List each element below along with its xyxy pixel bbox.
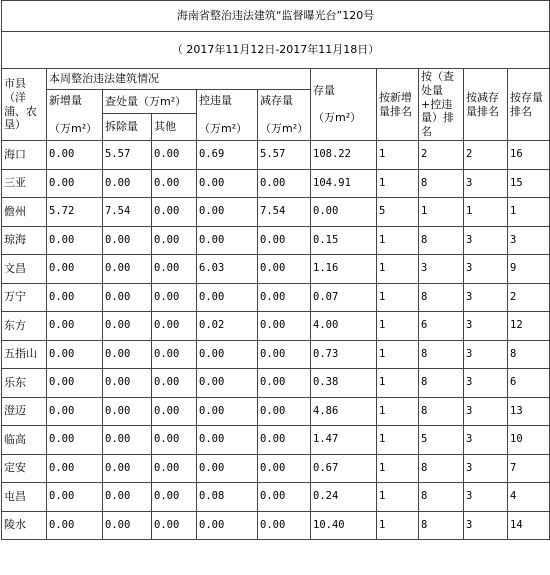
cell-rank-reduced: 3 xyxy=(464,283,508,312)
cell-reduced: 0.00 xyxy=(258,283,311,312)
header-controlled-label: 控违量 xyxy=(199,94,232,108)
cell-city: 三亚 xyxy=(2,169,47,198)
cell-rank-stock: 1 xyxy=(508,198,550,227)
cell-controlled: 0.00 xyxy=(197,340,258,369)
cell-rank-stock: 2 xyxy=(508,283,550,312)
cell-rank-reduced: 2 xyxy=(464,141,508,170)
cell-rank-reduced: 3 xyxy=(464,426,508,455)
cell-controlled: 0.00 xyxy=(197,454,258,483)
table-row xyxy=(2,483,550,512)
cell-new: 0.00 xyxy=(47,169,103,198)
cell-reduced: 0.00 xyxy=(258,483,311,512)
cell-rank-new: 1 xyxy=(377,369,419,398)
cell-other: 0.00 xyxy=(152,483,197,512)
cell-city: 五指山 xyxy=(2,340,47,369)
cell-other: 0.00 xyxy=(152,426,197,455)
table-row xyxy=(2,226,550,255)
cell-new: 0.00 xyxy=(47,283,103,312)
cell-city: 琼海 xyxy=(2,226,47,255)
cell-rank-handled: 8 xyxy=(419,283,464,312)
header-rank-reduced: 按减存量排名 xyxy=(464,69,508,141)
cell-controlled: 0.00 xyxy=(197,511,258,540)
cell-rank-stock: 13 xyxy=(508,397,550,426)
cell-controlled: 0.02 xyxy=(197,312,258,341)
cell-reduced: 5.57 xyxy=(258,141,311,170)
cell-rank-reduced: 3 xyxy=(464,312,508,341)
cell-controlled: 0.69 xyxy=(197,141,258,170)
date-range: （ 2017年11月12日-2017年11月18日） xyxy=(2,32,550,69)
cell-rank-stock: 16 xyxy=(508,141,550,170)
table-row xyxy=(2,198,550,227)
cell-stock: 0.38 xyxy=(311,369,377,398)
cell-stock: 108.22 xyxy=(311,141,377,170)
cell-stock: 0.67 xyxy=(311,454,377,483)
cell-demolished: 0.00 xyxy=(103,483,152,512)
cell-city: 澄迈 xyxy=(2,397,47,426)
cell-reduced: 0.00 xyxy=(258,511,311,540)
cell-rank-handled: 2 xyxy=(419,141,464,170)
cell-rank-stock: 15 xyxy=(508,169,550,198)
cell-reduced: 0.00 xyxy=(258,255,311,284)
cell-rank-stock: 8 xyxy=(508,340,550,369)
header-rank-stock: 按存量排名 xyxy=(508,69,550,141)
cell-new: 0.00 xyxy=(47,426,103,455)
header-controlled xyxy=(197,90,258,141)
cell-rank-new: 1 xyxy=(377,340,419,369)
cell-controlled: 0.00 xyxy=(197,198,258,227)
statistics-table xyxy=(1,0,550,540)
header-new-increase-label: 新增量 xyxy=(49,94,82,108)
cell-rank-reduced: 3 xyxy=(464,454,508,483)
cell-reduced: 0.00 xyxy=(258,454,311,483)
header-stock-label: 存量 xyxy=(313,83,335,97)
table-row xyxy=(2,340,550,369)
table-row xyxy=(2,511,550,540)
header-rank-handled: 按（查处量+控违量）排名 xyxy=(419,69,464,141)
cell-rank-reduced: 3 xyxy=(464,369,508,398)
cell-rank-new: 1 xyxy=(377,397,419,426)
cell-reduced: 0.00 xyxy=(258,226,311,255)
cell-controlled: 0.00 xyxy=(197,226,258,255)
cell-rank-stock: 7 xyxy=(508,454,550,483)
cell-new: 0.00 xyxy=(47,312,103,341)
cell-other: 0.00 xyxy=(152,511,197,540)
cell-demolished: 0.00 xyxy=(103,169,152,198)
cell-stock: 104.91 xyxy=(311,169,377,198)
cell-demolished: 0.00 xyxy=(103,397,152,426)
cell-demolished: 0.00 xyxy=(103,511,152,540)
cell-demolished: 0.00 xyxy=(103,426,152,455)
cell-new: 0.00 xyxy=(47,454,103,483)
cell-rank-new: 1 xyxy=(377,255,419,284)
header-stock-unit: （万m²） xyxy=(313,111,362,125)
cell-rank-stock: 4 xyxy=(508,483,550,512)
table-row xyxy=(2,397,550,426)
cell-rank-reduced: 1 xyxy=(464,198,508,227)
cell-reduced: 0.00 xyxy=(258,397,311,426)
cell-city: 乐东 xyxy=(2,369,47,398)
cell-stock: 0.00 xyxy=(311,198,377,227)
cell-new: 5.72 xyxy=(47,198,103,227)
cell-reduced: 0.00 xyxy=(258,169,311,198)
cell-demolished: 0.00 xyxy=(103,454,152,483)
cell-rank-reduced: 3 xyxy=(464,226,508,255)
cell-other: 0.00 xyxy=(152,198,197,227)
cell-other: 0.00 xyxy=(152,454,197,483)
cell-stock: 0.15 xyxy=(311,226,377,255)
cell-city: 海口 xyxy=(2,141,47,170)
cell-stock: 0.24 xyxy=(311,483,377,512)
cell-new: 0.00 xyxy=(47,483,103,512)
cell-demolished: 7.54 xyxy=(103,198,152,227)
cell-stock: 10.40 xyxy=(311,511,377,540)
header-reduced-stock-label: 减存量 xyxy=(260,94,293,108)
cell-controlled: 0.00 xyxy=(197,169,258,198)
header-demolished: 拆除量 xyxy=(103,114,152,141)
cell-new: 0.00 xyxy=(47,255,103,284)
cell-other: 0.00 xyxy=(152,340,197,369)
cell-rank-handled: 5 xyxy=(419,426,464,455)
cell-rank-reduced: 3 xyxy=(464,511,508,540)
cell-other: 0.00 xyxy=(152,369,197,398)
cell-demolished: 0.00 xyxy=(103,283,152,312)
cell-other: 0.00 xyxy=(152,397,197,426)
cell-stock: 4.86 xyxy=(311,397,377,426)
cell-rank-reduced: 3 xyxy=(464,397,508,426)
cell-other: 0.00 xyxy=(152,255,197,284)
cell-rank-handled: 8 xyxy=(419,454,464,483)
cell-reduced: 0.00 xyxy=(258,369,311,398)
cell-other: 0.00 xyxy=(152,226,197,255)
cell-rank-stock: 3 xyxy=(508,226,550,255)
table-row xyxy=(2,255,550,284)
cell-rank-stock: 10 xyxy=(508,426,550,455)
cell-rank-new: 5 xyxy=(377,198,419,227)
header-reduced-stock xyxy=(258,90,311,141)
table-row xyxy=(2,454,550,483)
cell-reduced: 7.54 xyxy=(258,198,311,227)
cell-other: 0.00 xyxy=(152,312,197,341)
cell-rank-stock: 14 xyxy=(508,511,550,540)
cell-other: 0.00 xyxy=(152,283,197,312)
cell-rank-handled: 8 xyxy=(419,483,464,512)
cell-rank-reduced: 3 xyxy=(464,255,508,284)
cell-stock: 0.07 xyxy=(311,283,377,312)
table-row xyxy=(2,141,550,170)
cell-controlled: 6.03 xyxy=(197,255,258,284)
header-rank-new: 按新增量排名 xyxy=(377,69,419,141)
header-city: 市县（洋浦、农垦） xyxy=(2,69,47,141)
cell-new: 0.00 xyxy=(47,397,103,426)
cell-new: 0.00 xyxy=(47,511,103,540)
cell-rank-handled: 8 xyxy=(419,397,464,426)
cell-demolished: 0.00 xyxy=(103,340,152,369)
cell-city: 东方 xyxy=(2,312,47,341)
cell-other: 0.00 xyxy=(152,141,197,170)
cell-demolished: 5.57 xyxy=(103,141,152,170)
table-row xyxy=(2,283,550,312)
cell-city: 屯昌 xyxy=(2,483,47,512)
cell-new: 0.00 xyxy=(47,369,103,398)
cell-new: 0.00 xyxy=(47,340,103,369)
cell-rank-stock: 6 xyxy=(508,369,550,398)
cell-controlled: 0.00 xyxy=(197,369,258,398)
cell-city: 临高 xyxy=(2,426,47,455)
header-other: 其他 xyxy=(152,114,197,141)
cell-rank-handled: 3 xyxy=(419,255,464,284)
header-handled: 查处量（万m²） xyxy=(103,90,197,114)
cell-city: 文昌 xyxy=(2,255,47,284)
cell-rank-handled: 8 xyxy=(419,511,464,540)
cell-other: 0.00 xyxy=(152,169,197,198)
cell-demolished: 0.00 xyxy=(103,369,152,398)
cell-rank-new: 1 xyxy=(377,312,419,341)
cell-new: 0.00 xyxy=(47,141,103,170)
cell-rank-reduced: 3 xyxy=(464,340,508,369)
cell-controlled: 0.00 xyxy=(197,426,258,455)
cell-rank-handled: 8 xyxy=(419,226,464,255)
cell-reduced: 0.00 xyxy=(258,426,311,455)
header-stock xyxy=(311,69,377,141)
cell-demolished: 0.00 xyxy=(103,255,152,284)
cell-city: 定安 xyxy=(2,454,47,483)
header-new-increase-unit: （万m²） xyxy=(49,121,98,135)
header-controlled-unit: （万m²） xyxy=(199,121,248,135)
table-row xyxy=(2,312,550,341)
cell-rank-new: 1 xyxy=(377,141,419,170)
cell-city: 陵水 xyxy=(2,511,47,540)
cell-stock: 4.00 xyxy=(311,312,377,341)
cell-rank-new: 1 xyxy=(377,226,419,255)
cell-rank-new: 1 xyxy=(377,511,419,540)
cell-rank-reduced: 3 xyxy=(464,483,508,512)
cell-rank-new: 1 xyxy=(377,483,419,512)
header-weekly-group: 本周整治违法建筑情况 xyxy=(47,69,311,90)
cell-controlled: 0.00 xyxy=(197,283,258,312)
cell-city: 儋州 xyxy=(2,198,47,227)
cell-rank-new: 1 xyxy=(377,169,419,198)
cell-city: 万宁 xyxy=(2,283,47,312)
cell-rank-reduced: 3 xyxy=(464,169,508,198)
cell-rank-stock: 12 xyxy=(508,312,550,341)
cell-demolished: 0.00 xyxy=(103,226,152,255)
cell-reduced: 0.00 xyxy=(258,340,311,369)
cell-stock: 1.47 xyxy=(311,426,377,455)
cell-rank-handled: 1 xyxy=(419,198,464,227)
cell-rank-handled: 8 xyxy=(419,340,464,369)
cell-rank-stock: 9 xyxy=(508,255,550,284)
header-reduced-stock-unit: （万m²） xyxy=(260,121,309,135)
cell-rank-new: 1 xyxy=(377,454,419,483)
cell-stock: 1.16 xyxy=(311,255,377,284)
cell-stock: 0.73 xyxy=(311,340,377,369)
cell-reduced: 0.00 xyxy=(258,312,311,341)
table-row xyxy=(2,426,550,455)
page-title: 海南省整治违法建筑“监督曝光台”120号 xyxy=(2,1,550,32)
header-new-increase xyxy=(47,90,103,141)
table-row xyxy=(2,169,550,198)
cell-rank-handled: 8 xyxy=(419,169,464,198)
cell-new: 0.00 xyxy=(47,226,103,255)
table-row xyxy=(2,369,550,398)
cell-rank-new: 1 xyxy=(377,426,419,455)
cell-demolished: 0.00 xyxy=(103,312,152,341)
cell-rank-handled: 8 xyxy=(419,369,464,398)
cell-controlled: 0.08 xyxy=(197,483,258,512)
cell-rank-new: 1 xyxy=(377,283,419,312)
cell-controlled: 0.00 xyxy=(197,397,258,426)
cell-rank-handled: 6 xyxy=(419,312,464,341)
